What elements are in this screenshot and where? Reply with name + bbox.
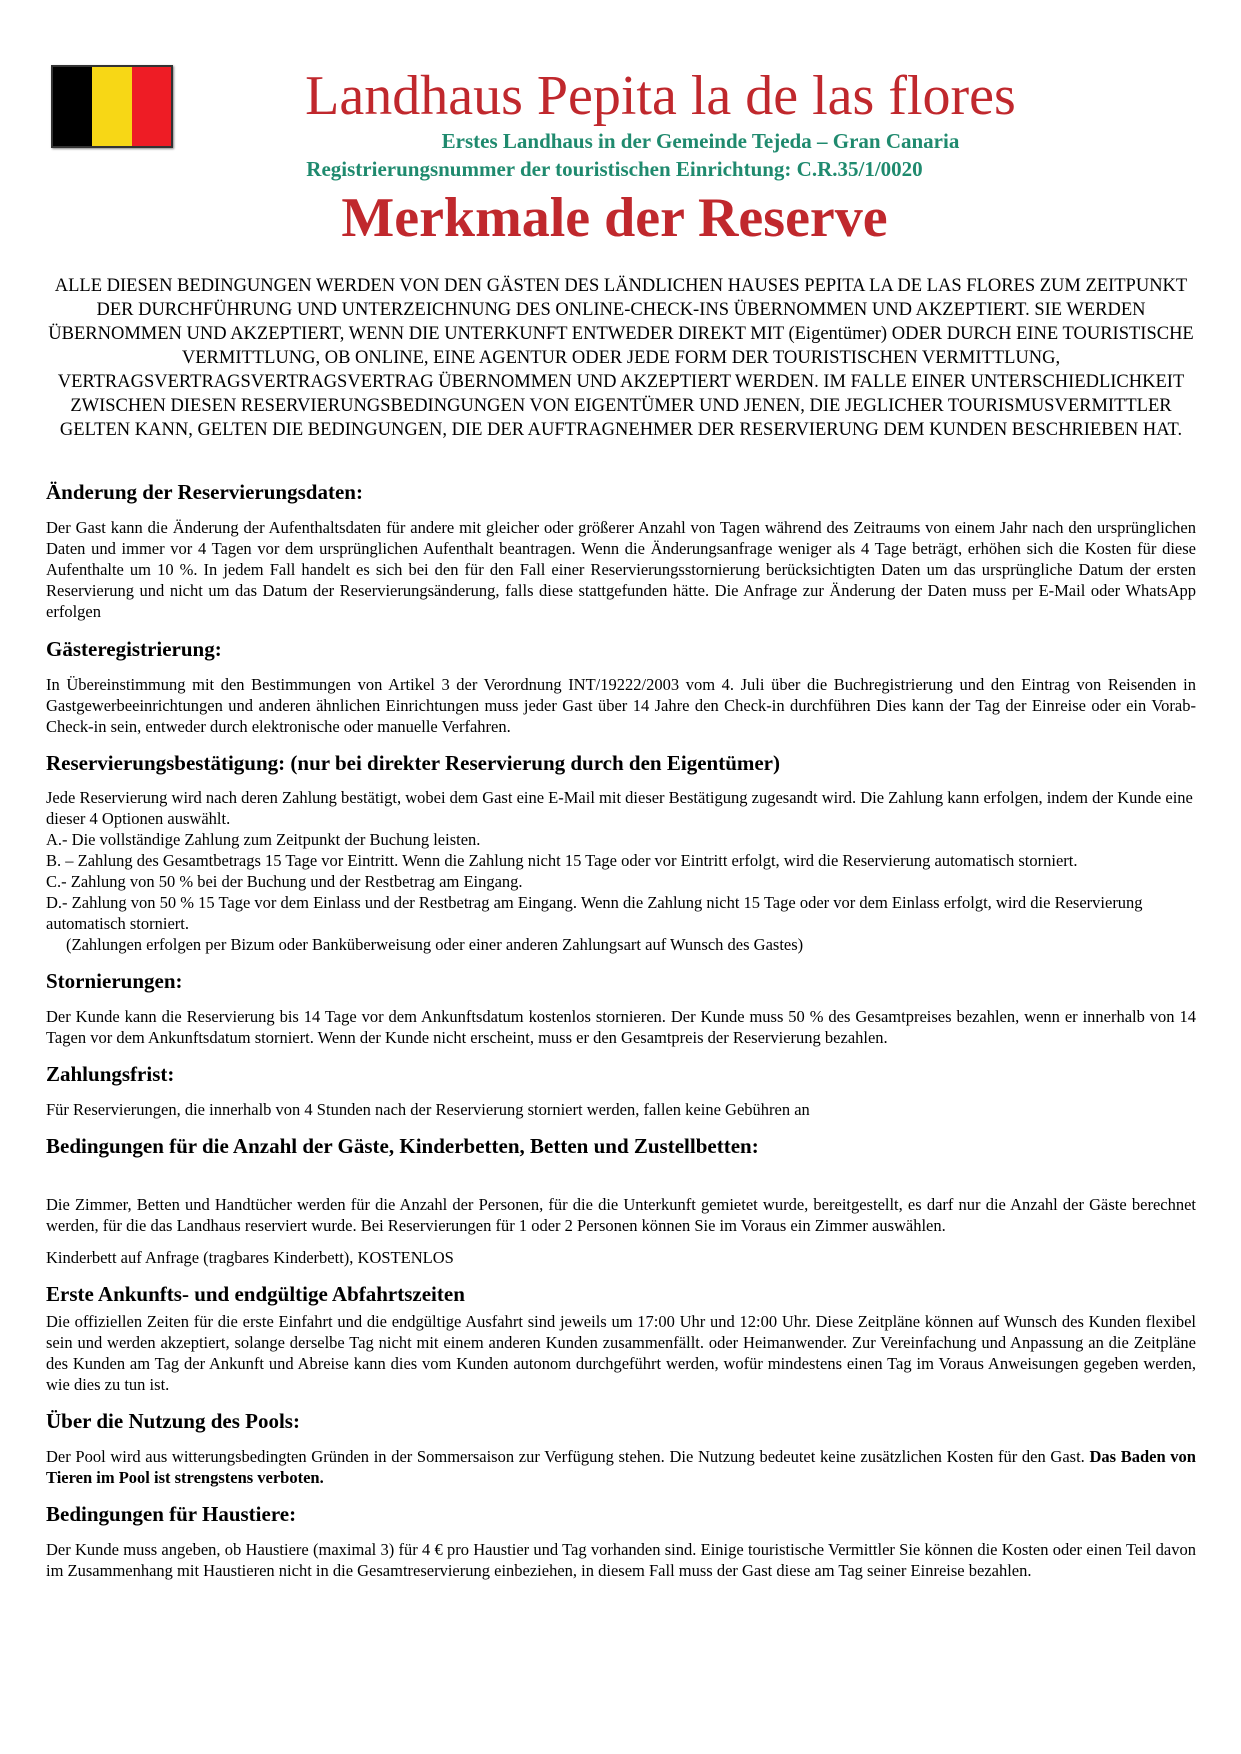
text-arrival-departure: Die offiziellen Zeiten für die erste Einfahrt und die endgültige Ausfahrt sind jeweils um 17:00 Uhr und 12:00 Uhr. Diese Zeitpläne können auf Wunsch des Kunden flexibel sein und werden akzeptiert, solange derselbe Tag nicht mit einem anderen Kunden zusammenfällt. oder Heimanwender. Zur Vereinfachung und Anpassung an die Zeitpläne des Kunden am Tag der Ankunft und Abreise kann dies vom Kunden autonom durchgeführt werden, wofür mindestens einen Tag im Voraus Anweisungen gegeben werden, wie dies zu tun ist. bbox=[46, 1312, 1196, 1394]
text-pool bbox=[46, 1446, 1196, 1488]
text-change-dates: Der Gast kann die Änderung der Aufenthaltsdaten für andere mit gleicher oder größerer Anzahl von Tagen während des Zeitraums von einem Jahr nach den ursprünglichen Daten und immer vor 4 Tagen vor dem ursprünglichen Aufenthalt beantragen. Wenn die Änderungsanfrage weniger als 4 Tage beträgt, erhöhen sich die Kosten für diese Aufenthalte um 10 %. In jedem Fall handelt es sich bei den für den Fall einer Reservierungsstornierung berücksichtigten Daten um das ursprüngliche Datum der ersten Reservierung und nicht um das Datum der Reservierungsänderung, falls diese stattgefunden hätte. Die Anfrage zur Änderung der Daten muss per E-Mail oder WhatsApp erfolgen bbox=[46, 518, 1196, 621]
page-title: Landhaus Pepita la de las flores bbox=[305, 65, 1016, 127]
text-pets: Der Kunde muss angeben, ob Haustiere (maximal 3) für 4 € pro Haustier und Tag vorhanden sind. Einige touristische Vermittler Sie können die Kosten oder einen Teil davon im Zusammenhang mit Haustieren nicht in die Gesamtreservierung einbeziehen, in diesem Fall muss der Gast diese am Tag seiner Einreise bezahlen. bbox=[46, 1540, 1196, 1580]
text-confirmation-intro: Jede Reservierung wird nach deren Zahlung bestätigt, wobei dem Gast eine E-Mail mit dieser Bestätigung zugesandt wird. Die Zahlung kann erfolgen, indem der Kunde eine dieser 4 Optionen auswählt. bbox=[46, 788, 1193, 828]
main-heading: Merkmale der Reserve bbox=[341, 187, 888, 249]
intro-paragraph: ALLE DIESEN BEDINGUNGEN WERDEN VON DEN GÄSTEN DES LÄNDLICHEN HAUSES PEPITA LA DE LAS FLORES ZUM ZEITPUNKT DER DURCHFÜHRUNG UND UNTERZEICHNUNG DES ONLINE-CHECK-INS ÜBERNOMMEN UND AKZEPTIERT. SIE WERDEN ÜBERNOMMEN UND AKZEPTIERT, WENN DIE UNTERKUNFT ENTWEDER DIREKT MIT (Eigentümer) ODER DURCH EINE TOURISTISCHE VERMITTLUNG, OB ONLINE, EINE AGENTUR ODER JEDE FORM DER TOURISTISCHEN VERMITTLUNG, VERTRAGSVERTRAGSVERTRAGSVERTRAG ÜBERNOMMEN UND AKZEPTIERT WERDEN. IM FALLE EINER UNTERSCHIEDLICHKEIT ZWISCHEN DIESEN RESERVIERUNGSBEDINGUNGEN VON EIGENTÜMER UND JENEN, DIE JEGLICHER TOURISMUSVERMITTLER GELTEN KANN, GELTEN DIE BEDINGUNGEN, DIE DER AUFTRAGNEHMER DER RESERVIERUNG DEM KUNDEN BESCHRIEBEN HAT. bbox=[48, 276, 1194, 440]
text-payment-deadline: Für Reservierungen, die innerhalb von 4 Stunden nach der Reservierung storniert werden, fallen keine Gebühren an bbox=[46, 1100, 810, 1119]
text-cancellations: Der Kunde kann die Reservierung bis 14 Tage vor dem Ankunftsdatum kostenlos stornieren. Der Kunde muss 50 % des Gesamtpreises bezahlen, wenn er innerhalb von 14 Tagen vor dem Ankunftsdatum storniert. Wenn der Kunde nicht erscheint, muss er den Gesamtpreis der Reservierung bezahlen. bbox=[46, 1007, 1196, 1047]
text-payment-note: (Zahlungen erfolgen per Bizum oder Banküberweisung oder einer anderen Zahlungsart auf Wunsch des Gastes) bbox=[66, 935, 804, 954]
heading-payment-deadline: Zahlungsfrist: bbox=[46, 1062, 175, 1086]
heading-confirmation: Reservierungsbestätigung: (nur bei direkter Reservierung durch den Eigentümer) bbox=[46, 751, 780, 775]
heading-cancellations: Stornierungen: bbox=[46, 969, 183, 993]
text-option-c: C.- Zahlung von 50 % bei der Buchung und der Restbetrag am Eingang. bbox=[46, 872, 523, 891]
heading-change-dates: Änderung der Reservierungsdaten: bbox=[46, 480, 363, 504]
heading-arrival-departure: Erste Ankunfts- und endgültige Abfahrtszeiten bbox=[46, 1282, 465, 1306]
heading-pets: Bedingungen für Haustiere: bbox=[46, 1502, 297, 1526]
text-option-d: D.- Zahlung von 50 % 15 Tage vor dem Einlass und der Restbetrag am Eingang. Wenn die Zahlung nicht 15 Tage oder vor dem Einlass erfolgt, wird die Reservierung automatisch storniert. bbox=[46, 893, 1143, 933]
content bbox=[46, 478, 1196, 1581]
text-crib: Kinderbett auf Anfrage (tragbares Kinderbett), KOSTENLOS bbox=[46, 1248, 454, 1267]
text-option-a: A.- Die vollständige Zahlung zum Zeitpunkt der Buchung leisten. bbox=[46, 830, 481, 849]
text-guest-conditions: Die Zimmer, Betten und Handtücher werden für die Anzahl der Personen, für die die Unterkunft gemietet wurde, bereitgestellt, es darf nur die Anzahl der Gäste berechnet werden, für die das Landhaus reserviert wurde. Bei Reservierungen für 1 oder 2 Personen können Sie im Voraus ein Zimmer auswählen. bbox=[46, 1195, 1196, 1235]
heading-pool: Über die Nutzung des Pools: bbox=[46, 1409, 300, 1433]
heading-guest-conditions: Bedingungen für die Anzahl der Gäste, Kinderbetten, Betten und Zustellbetten: bbox=[46, 1134, 759, 1158]
text-pool-usage: Der Pool wird aus witterungsbedingten Gründen in der Sommersaison zur Verfügung stehen. Die Nutzung bedeutet keine zusätzlichen Kosten für den Gast. bbox=[46, 1447, 1085, 1466]
subtitle-registration-number: Registrierungsnummer der touristischen Einrichtung: C.R.35/1/0020 bbox=[306, 157, 923, 181]
text-option-b: B. – Zahlung des Gesamtbetrags 15 Tage vor Eintritt. Wenn die Zahlung nicht 15 Tage oder vor Eintritt erfolgt, wird die Reservierung automatisch storniert. bbox=[46, 851, 1078, 870]
text-pool-prohibition: Das Baden von Tieren im Pool ist strengstens verboten. bbox=[46, 1447, 1196, 1487]
text-guest-registration: In Übereinstimmung mit den Bestimmungen von Artikel 3 der Verordnung INT/19222/2003 vom 4. Juli über die Buchregistrierung und den Eintrag von Reisenden in Gastgewerbeeinrichtungen und anderen ähnlichen Einrichtungen muss jeder Gast über 14 Jahre den Check-in durchführen Dies kann der Tag der Einreise oder ein Vorab-Check-in sein, entweder durch elektronische oder manuelle Verfahren. bbox=[46, 675, 1196, 736]
subtitle-municipality: Erstes Landhaus in der Gemeinde Tejeda – Gran Canaria bbox=[441, 129, 960, 153]
heading-guest-registration: Gästeregistrierung: bbox=[46, 637, 222, 661]
